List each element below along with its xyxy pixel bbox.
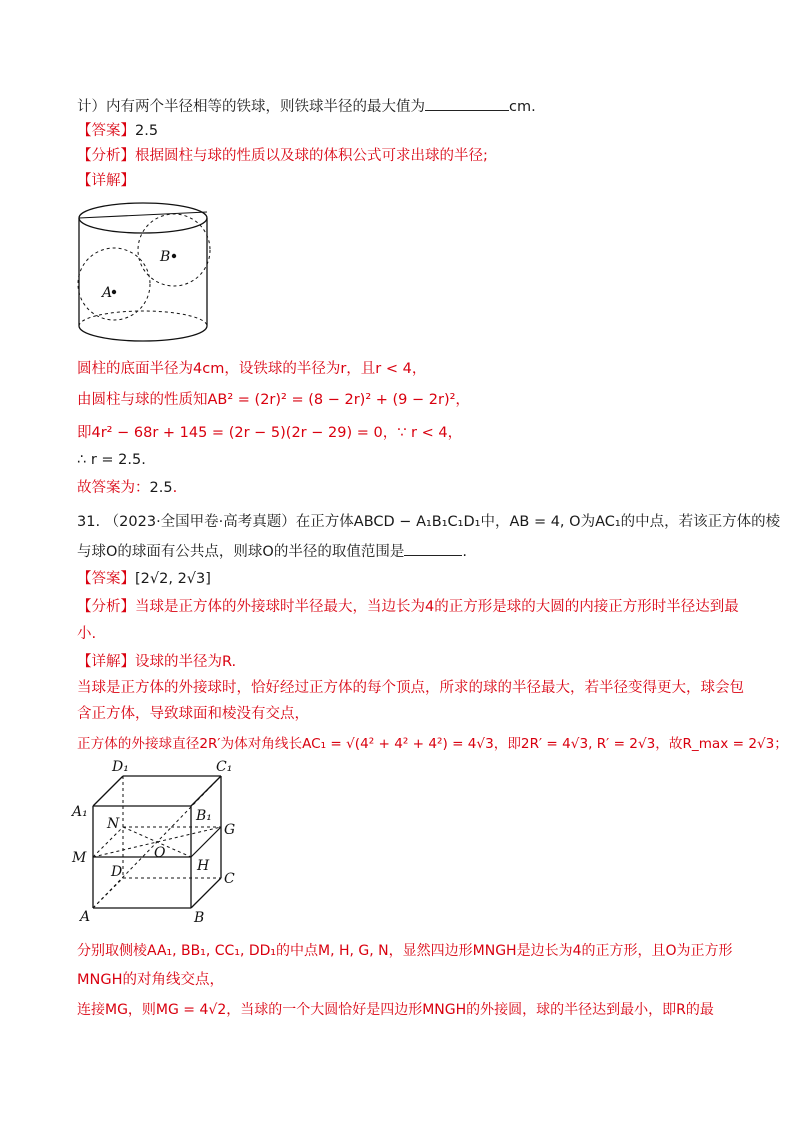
q31-analysis-1 <box>77 597 740 617</box>
analysis-label: 【分析】 <box>77 148 135 164</box>
answer-label: 【答案】 <box>77 123 135 139</box>
final-answer-value: 2.5 <box>149 480 173 496</box>
label-n: N <box>107 816 120 832</box>
point-a-label: A <box>102 285 113 301</box>
answer-value: [2√2, 2√3] <box>135 571 211 587</box>
q31-detail <box>77 652 740 672</box>
q30-step-1: 圆柱的底面半径为4cm，设铁球的半径为r，且r < 4， <box>77 361 427 377</box>
q31-detail-6: 连接MG，则MG = 4√2，当球的一个大圆恰好是四边形MNGH的外接圆，球的半径达到最小，即R的最 <box>77 1002 714 1018</box>
q31-detail-2: 含正方体，导致球面和棱没有交点， <box>77 706 309 722</box>
label-h: H <box>197 858 210 874</box>
answer-blank <box>425 96 509 111</box>
label-o: O <box>154 845 166 861</box>
analysis-label: 【分析】 <box>77 599 135 615</box>
final-answer-label: 故答案为： <box>77 480 150 496</box>
q30-analysis <box>77 146 740 166</box>
question-stem-2: 与球O的球面有公共点，则球O的半径的取值范围是 <box>77 544 405 560</box>
detail-label: 【详解】 <box>77 173 135 189</box>
label-b: B <box>194 910 205 926</box>
q31-detail-4: 分别取侧棱AA₁, BB₁, CC₁, DD₁的中点M, H, G, N，显然四边形MNGH是边长为4的正方形，且O为正方形 <box>77 943 733 959</box>
q31-detail-1: 当球是正方体的外接球时，恰好经过正方体的每个顶点，所求的球的半径最大，若半径变得更大，球会包 <box>77 680 744 696</box>
q31-analysis-2: 小. <box>77 626 97 642</box>
q31-stem-line-2: 与球O的球面有公共点，则球O的半径的取值范围是 . <box>77 541 740 562</box>
q30-stem-text: 计）内有两个半径相等的铁球，则铁球半径的最大值为 <box>77 99 425 115</box>
q30-stem-tail: 计）内有两个半径相等的铁球，则铁球半径的最大值为 cm. <box>77 96 740 117</box>
label-a1: A₁ <box>72 804 88 820</box>
cylinder-figure <box>74 196 214 350</box>
label-a: A <box>80 909 91 925</box>
label-d: D <box>111 864 123 880</box>
analysis-text: 根据圆柱与球的性质以及球的体积公式可求出球的半径; <box>135 148 488 164</box>
q30-step-2: 由圆柱与球的性质知AB² = (2r)² = (8 − 2r)² + (9 − 2r)²， <box>77 392 470 408</box>
question-source: （2023·全国甲卷·高考真题） <box>104 514 296 530</box>
analysis-text-1: 当球是正方体的外接球时半径最大，当边长为4的正方形是球的大圆的内接正方形时半径达到最 <box>135 599 739 615</box>
label-b1: B₁ <box>196 808 212 824</box>
q30-answer <box>77 121 740 141</box>
point-b-label: B <box>160 249 171 265</box>
question-number: 31. <box>77 514 101 530</box>
label-c: C <box>224 871 235 887</box>
label-d1: D₁ <box>112 759 129 775</box>
q30-final-answer: 故答案为：2.5. <box>77 480 178 496</box>
detail-label: 【详解】 <box>77 654 135 670</box>
cube-figure <box>66 758 256 928</box>
q31-detail-5: MNGH的对角线交点， <box>77 972 224 988</box>
q31-detail-3: 正方体的外接球直径2R′为体对角线长AC₁ = √(4² + 4² + 4²) = 4√3，即2R′ = 4√3, R′ = 2√3，故R_max = 2√3； <box>77 736 788 752</box>
answer-blank <box>404 541 462 556</box>
question-stem-1: 在正方体ABCD − A₁B₁C₁D₁中，AB = 4, O为AC₁的中点，若该正方体的棱 <box>295 514 781 530</box>
label-g: G <box>224 822 236 838</box>
q30-unit: cm <box>509 99 532 115</box>
detail-text: 设球的半径为R. <box>135 654 237 670</box>
q30-step-3: 即4r² − 68r + 145 = (2r − 5)(2r − 29) = 0，∵ r < 4， <box>77 425 463 441</box>
label-m: M <box>72 850 87 866</box>
q31-stem-line-1 <box>77 512 781 532</box>
q30-detail-label <box>77 171 740 191</box>
q31-answer <box>77 569 740 589</box>
answer-value: 2.5 <box>135 123 159 139</box>
q30-step-4: ∴ r = 2.5. <box>77 452 146 468</box>
label-c1: C₁ <box>216 759 233 775</box>
answer-label: 【答案】 <box>77 571 135 587</box>
